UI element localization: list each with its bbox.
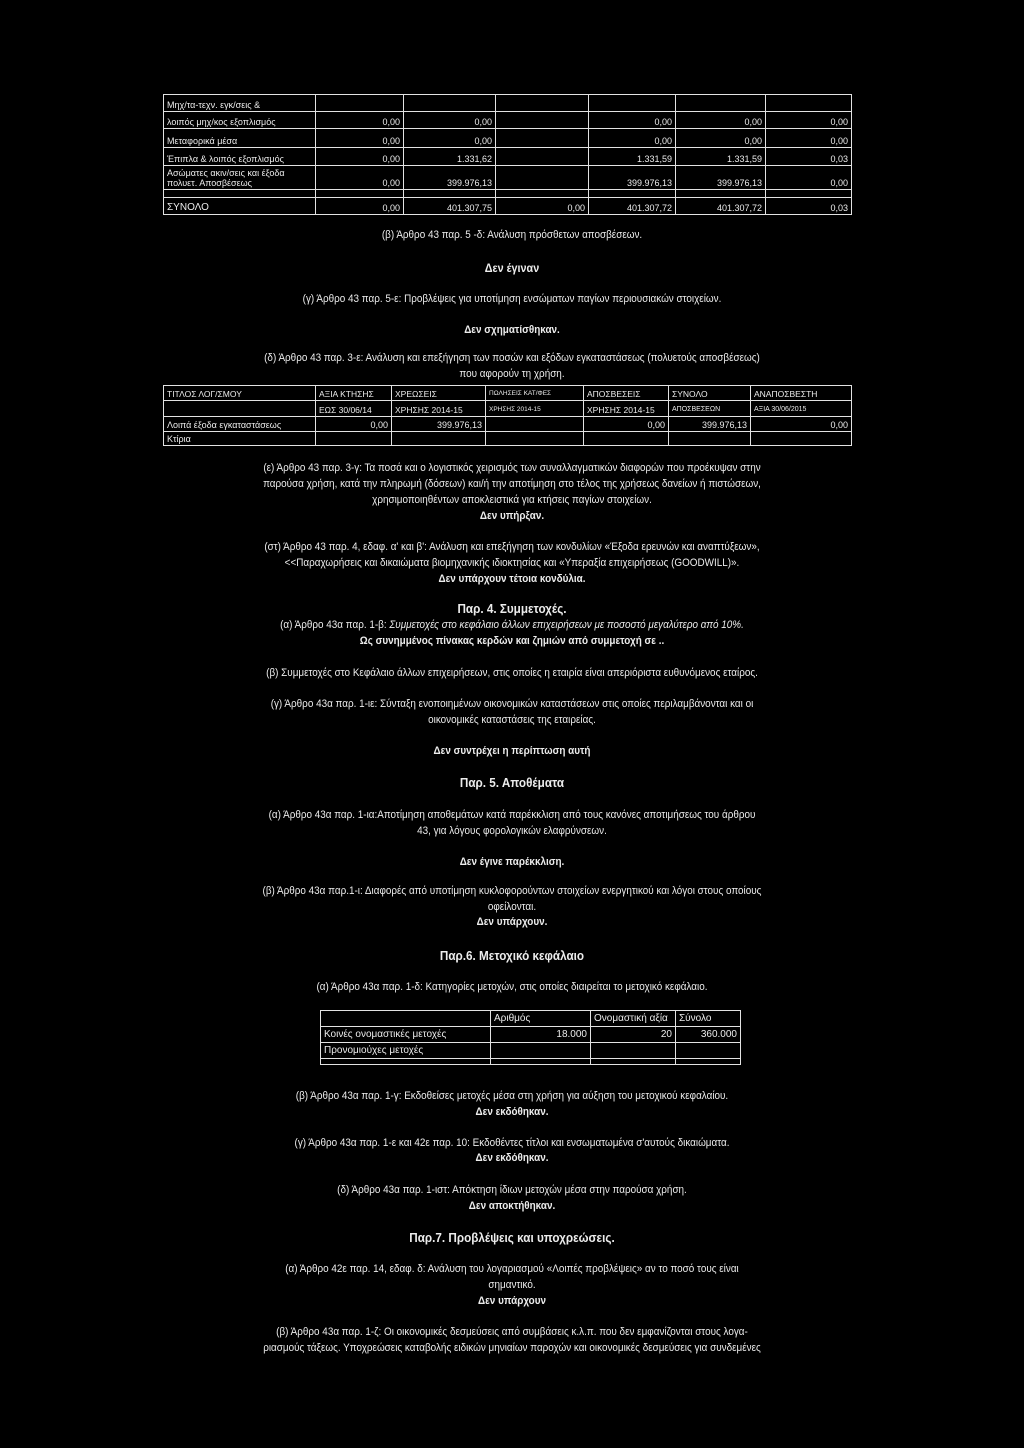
- research-goodwill-heading-line: (στ) Άρθρο 43 παρ. 4, εδαφ. α' και β': Ανάλυση και επεξήγηση των κονδυλίων «Έξοδα ερευνών και αναπτύξεων»,: [264, 541, 760, 553]
- table-cell: [591, 1059, 676, 1065]
- asset-row: [164, 190, 852, 198]
- participations-a-status: Ως συνημμένος πίνακας κερδών και ζημιών από συμμετοχή σε ..: [359, 635, 665, 647]
- table-cell: ΧΡΗΣΗΣ 2014-15: [584, 401, 669, 417]
- table-cell: [676, 1043, 741, 1059]
- table-cell: 18.000: [491, 1027, 591, 1043]
- provisions-title: Παρ.7. Προβλέψεις και υποχρεώσεις.: [409, 1230, 615, 1245]
- table-cell: [404, 95, 496, 112]
- table-cell: ΧΡΗΣΗΣ 2014-15: [486, 401, 584, 417]
- provisions-a-status: Δεν υπάρχουν: [477, 1295, 547, 1307]
- participations-b-heading: (β) Συμμετοχές στο Κεφάλαιο άλλων επιχειρήσεων, στις οποίες η εταιρία είναι απεριόριστα ευθυνόμενος εταίρος.: [266, 667, 758, 679]
- asset-row: [164, 166, 852, 190]
- installation-expenses-heading-line: που αφορούν τη χρήση.: [459, 368, 565, 380]
- row-label-cell: ΤΙΤΛΟΣ ΛΟΓ/ΣΜΟΥ: [164, 386, 316, 401]
- share-class-row: [321, 1059, 741, 1065]
- asset-row: [164, 129, 852, 148]
- asset-row: [164, 148, 852, 166]
- table-cell: 0,00: [404, 112, 496, 129]
- table-cell: 0,00: [496, 198, 589, 215]
- table-cell: 0,00: [766, 112, 852, 129]
- table-cell: [676, 95, 766, 112]
- table-cell: [491, 1059, 591, 1065]
- table-cell: [486, 432, 584, 446]
- exchange-differences-status: Δεν υπήρξαν.: [479, 510, 545, 522]
- participations-c-heading-line: (γ) Άρθρο 43α παρ. 1-ιε: Σύνταξη ενοποιημένων οικονομικών καταστάσεων στις οποίες περιλαμβάνονται και οι: [270, 698, 754, 710]
- share-capital-b-status: Δεν εκδόθηκαν.: [475, 1106, 549, 1118]
- row-label-cell: [321, 1059, 491, 1065]
- table-cell: 0,00: [316, 417, 392, 432]
- inventories-a-heading-line: 43, για λόγους φορολογικών ελαφρύνσεων.: [417, 825, 607, 837]
- additional-depreciation-status: Δεν έγιναν: [484, 261, 540, 275]
- installation-expense-row: [164, 401, 852, 417]
- table-cell: 360.000: [676, 1027, 741, 1043]
- table-cell: [316, 95, 404, 112]
- table-cell: [496, 190, 589, 198]
- exchange-differences-heading-line: χρησιμοποιηθέντων αποκλειστικά για κτήσεις παγίων στοιχείων.: [372, 494, 652, 506]
- impairment-provisions-status: Δεν σχηματίσθηκαν.: [464, 324, 560, 336]
- provisions-a-heading-line: (α) Άρθρο 42ε παρ. 14, εδαφ. δ: Ανάλυση του λογαριασμού «Λοιπές προβλέψεις» αν το ποσό τους είναι: [285, 1263, 739, 1275]
- row-label-cell: λοιπός μηχ/κος εξοπλισμός: [164, 112, 316, 129]
- table-cell: 0,00: [316, 129, 404, 148]
- table-cell: 399.976,13: [392, 417, 486, 432]
- table-cell: ΑΞΙΑ ΚΤΗΣΗΣ: [316, 386, 392, 401]
- table-cell: [316, 190, 404, 198]
- asset-row: [164, 198, 852, 215]
- row-label-cell: Προνομιούχες μετοχές: [321, 1043, 491, 1059]
- share-capital-d-heading: (δ) Άρθρο 43α παρ. 1-ιστ: Απόκτηση ίδιων μετοχών μέσα στην παρούσα χρήση.: [337, 1184, 687, 1196]
- exchange-differences-heading-line: (ε) Άρθρο 43 παρ. 3-γ: Τα ποσά και ο λογιστικός χειρισμός των συναλλαγματικών διαφορών που προέκυψαν στην: [263, 462, 761, 474]
- row-label-cell: Μεταφορικά μέσα: [164, 129, 316, 148]
- table-cell: Σύνολο: [676, 1011, 741, 1027]
- asset-row: [164, 95, 852, 112]
- heading-text: Συμμετοχές στο κεφάλαιο άλλων επιχειρήσεων με ποσοστό μεγαλύτερο από 10%.: [389, 619, 744, 631]
- inventories-b-heading-line: οφείλονται.: [487, 901, 537, 913]
- asset-row: [164, 112, 852, 129]
- table-cell: 0,00: [316, 112, 404, 129]
- table-cell: 0,00: [589, 112, 676, 129]
- table-cell: 0,00: [584, 417, 669, 432]
- inventories-b-heading-line: (β) Άρθρο 43α παρ.1-ι: Διαφορές από υποτίμηση κυκλοφορούντων στοιχείων ενεργητικού και λόγοι στους οποίους: [262, 885, 762, 897]
- table-cell: ΕΩΣ 30/06/14: [316, 401, 392, 417]
- table-cell: 0,00: [589, 129, 676, 148]
- fixed-assets-table: [163, 94, 852, 215]
- provisions-b-heading-line: ριασμούς τάξεως. Υποχρεώσεις καταβολής ειδικών μηνιαίων παροχών και οικονομικές δεσμεύσεις για συνδεμένες: [263, 1342, 761, 1354]
- article-reference: (α) Άρθρο 43α παρ. 1-β:: [280, 619, 387, 631]
- row-label-cell: Κοινές ονομαστικές μετοχές: [321, 1027, 491, 1043]
- inventories-b-status: Δεν υπάρχουν.: [476, 916, 548, 928]
- share-capital-d-status: Δεν αποκτήθηκαν.: [468, 1200, 556, 1212]
- table-cell: 399.976,13: [404, 166, 496, 190]
- impairment-provisions-heading: (γ) Άρθρο 43 παρ. 5-ε: Προβλέψεις για υποτίμηση ενσώματων παγίων περιουσιακών στοιχείων.: [302, 293, 722, 305]
- table-cell: 399.976,13: [669, 417, 751, 432]
- table-cell: [496, 95, 589, 112]
- table-cell: [766, 95, 852, 112]
- installation-expense-row: [164, 386, 852, 401]
- table-cell: [589, 190, 676, 198]
- share-class-row: [321, 1027, 741, 1043]
- table-cell: 1.331,59: [589, 148, 676, 166]
- table-cell: ΧΡΕΩΣΕΙΣ: [392, 386, 486, 401]
- table-cell: ΑΞΙΑ 30/06/2015: [751, 401, 852, 417]
- table-cell: 0,03: [766, 198, 852, 215]
- table-cell: [491, 1043, 591, 1059]
- participations-a-heading: [51, 618, 973, 632]
- table-cell: [486, 417, 584, 432]
- table-cell: Αριθμός: [491, 1011, 591, 1027]
- share-capital-b-heading: (β) Άρθρο 43α παρ. 1-γ: Εκδοθείσες μετοχές μέσα στη χρήση για αύξηση του μετοχικού κεφαλαίου.: [295, 1090, 729, 1102]
- table-cell: Ονομαστική αξία: [591, 1011, 676, 1027]
- table-cell: 401.307,72: [676, 198, 766, 215]
- row-label-cell: Ασώματες ακιν/σεις και έξοδα πολυετ. Αποσβέσεως: [164, 166, 316, 190]
- table-cell: 0,00: [751, 417, 852, 432]
- table-cell: [316, 432, 392, 446]
- table-cell: [751, 432, 852, 446]
- table-cell: 0,00: [766, 129, 852, 148]
- table-cell: [766, 190, 852, 198]
- table-cell: 1.331,62: [404, 148, 496, 166]
- row-label-cell: Κτίρια: [164, 432, 316, 446]
- table-cell: 399.976,13: [676, 166, 766, 190]
- row-label-cell: [321, 1011, 491, 1027]
- provisions-a-heading-line: σημαντικό.: [488, 1279, 536, 1291]
- row-label-cell: Έπιπλα & λοιπός εξοπλισμός: [164, 148, 316, 166]
- participations-c-heading-line: οικονομικές καταστάσεις της εταιρείας.: [428, 714, 596, 726]
- installation-expense-row: [164, 432, 852, 446]
- share-capital-title: Παρ.6. Μετοχικό κεφάλαιο: [439, 948, 585, 963]
- table-cell: [669, 432, 751, 446]
- table-cell: 20: [591, 1027, 676, 1043]
- table-cell: 401.307,75: [404, 198, 496, 215]
- inventories-a-heading-line: (α) Άρθρο 43α παρ. 1-ια:Αποτίμηση αποθεμάτων κατά παρέκκλιση από τους κανόνες αποτιμήσεως του άρθρου: [268, 809, 756, 821]
- table-cell: ΣΥΝΟΛΟ: [669, 386, 751, 401]
- table-cell: ΑΠΟΣΒΕΣΕΙΣ: [584, 386, 669, 401]
- inventories-title: Παρ. 5. Αποθέματα: [459, 775, 565, 790]
- table-cell: [496, 148, 589, 166]
- table-cell: ΧΡΗΣΗΣ 2014-15: [392, 401, 486, 417]
- research-goodwill-status: Δεν υπάρχουν τέτοια κονδύλια.: [438, 573, 586, 585]
- share-capital-c-status: Δεν εκδόθηκαν.: [475, 1152, 549, 1164]
- table-cell: 0,00: [316, 148, 404, 166]
- table-cell: [676, 1059, 741, 1065]
- row-label-cell: ΣΥΝΟΛΟ: [164, 198, 316, 215]
- table-cell: 401.307,72: [589, 198, 676, 215]
- research-goodwill-heading-line: <<Παραχωρήσεις και δικαιώματα βιομηχανικής ιδιοκτησίας και «Υπεραξία επιχειρήσεως (GOODWILL)».: [284, 557, 740, 569]
- participations-c-status: Δεν συντρέχει η περίπτωση αυτή: [433, 745, 591, 757]
- table-cell: [676, 190, 766, 198]
- table-cell: ΑΝΑΠΟΣΒΕΣΤΗ: [751, 386, 852, 401]
- inventories-a-status: Δεν έγινε παρέκκλιση.: [459, 856, 565, 868]
- share-class-row: [321, 1043, 741, 1059]
- table-cell: 0,00: [404, 129, 496, 148]
- table-cell: 399.976,13: [589, 166, 676, 190]
- table-cell: [404, 190, 496, 198]
- table-cell: 0,00: [676, 112, 766, 129]
- table-cell: 0,00: [316, 198, 404, 215]
- exchange-differences-heading-line: παρούσα χρήση, κατά την πληρωμή (δόσεων) και/ή την αποτίμηση στο τέλος της χρήσεως δανείων ή πιστώσεων,: [263, 478, 761, 490]
- share-capital-a-heading: (α) Άρθρο 43α παρ. 1-δ: Κατηγορίες μετοχών, στις οποίες διαιρείται το μετοχικό κεφάλαιο.: [316, 981, 708, 993]
- table-cell: 0,00: [676, 129, 766, 148]
- table-cell: [591, 1043, 676, 1059]
- row-label-cell: Λοιπά έξοδα εγκαταστάσεως: [164, 417, 316, 432]
- row-label-cell: Μηχ/τα-τεχν. εγκ/σεις &: [164, 95, 316, 112]
- table-cell: [496, 129, 589, 148]
- provisions-b-heading-line: (β) Άρθρο 43α παρ. 1-ζ: Οι οικονομικές δεσμεύσεις από συμβάσεις κ.λ.π. που δεν εμφανίζονται στους λογα-: [276, 1326, 748, 1338]
- table-cell: [496, 166, 589, 190]
- table-cell: ΑΠΟΣΒΕΣΕΩΝ: [669, 401, 751, 417]
- installation-expenses-heading-line: (δ) Άρθρο 43 παρ. 3-ε: Ανάλυση και επεξήγηση των ποσών και εξόδων εγκαταστάσεως (πολυετούς αποσβέσεως): [264, 352, 760, 364]
- table-cell: 1.331,59: [676, 148, 766, 166]
- table-cell: 0,03: [766, 148, 852, 166]
- table-cell: 0,00: [766, 166, 852, 190]
- table-cell: [584, 432, 669, 446]
- participations-title: Παρ. 4. Συμμετοχές.: [457, 601, 567, 616]
- table-cell: ΠΩΛΗΣΕΙΣ ΚΑΤ/ΦΕΣ: [486, 386, 584, 401]
- table-cell: 0,00: [316, 166, 404, 190]
- installation-expense-row: [164, 417, 852, 432]
- table-cell: [496, 112, 589, 129]
- row-label-cell: [164, 190, 316, 198]
- installation-expenses-table: [163, 385, 852, 446]
- table-cell: [392, 432, 486, 446]
- share-capital-table: [320, 1010, 741, 1065]
- table-cell: [589, 95, 676, 112]
- additional-depreciation-heading: (β) Άρθρο 43 παρ. 5 -δ: Ανάλυση πρόσθετων αποσβέσεων.: [381, 229, 643, 241]
- row-label-cell: [164, 401, 316, 417]
- share-class-row: [321, 1011, 741, 1027]
- share-capital-c-heading: (γ) Άρθρο 43α παρ. 1-ε και 42ε παρ. 10: Εκδοθέντες τίτλοι και ενσωματωμένα σ'αυτούς δικαιώματα.: [294, 1137, 730, 1149]
